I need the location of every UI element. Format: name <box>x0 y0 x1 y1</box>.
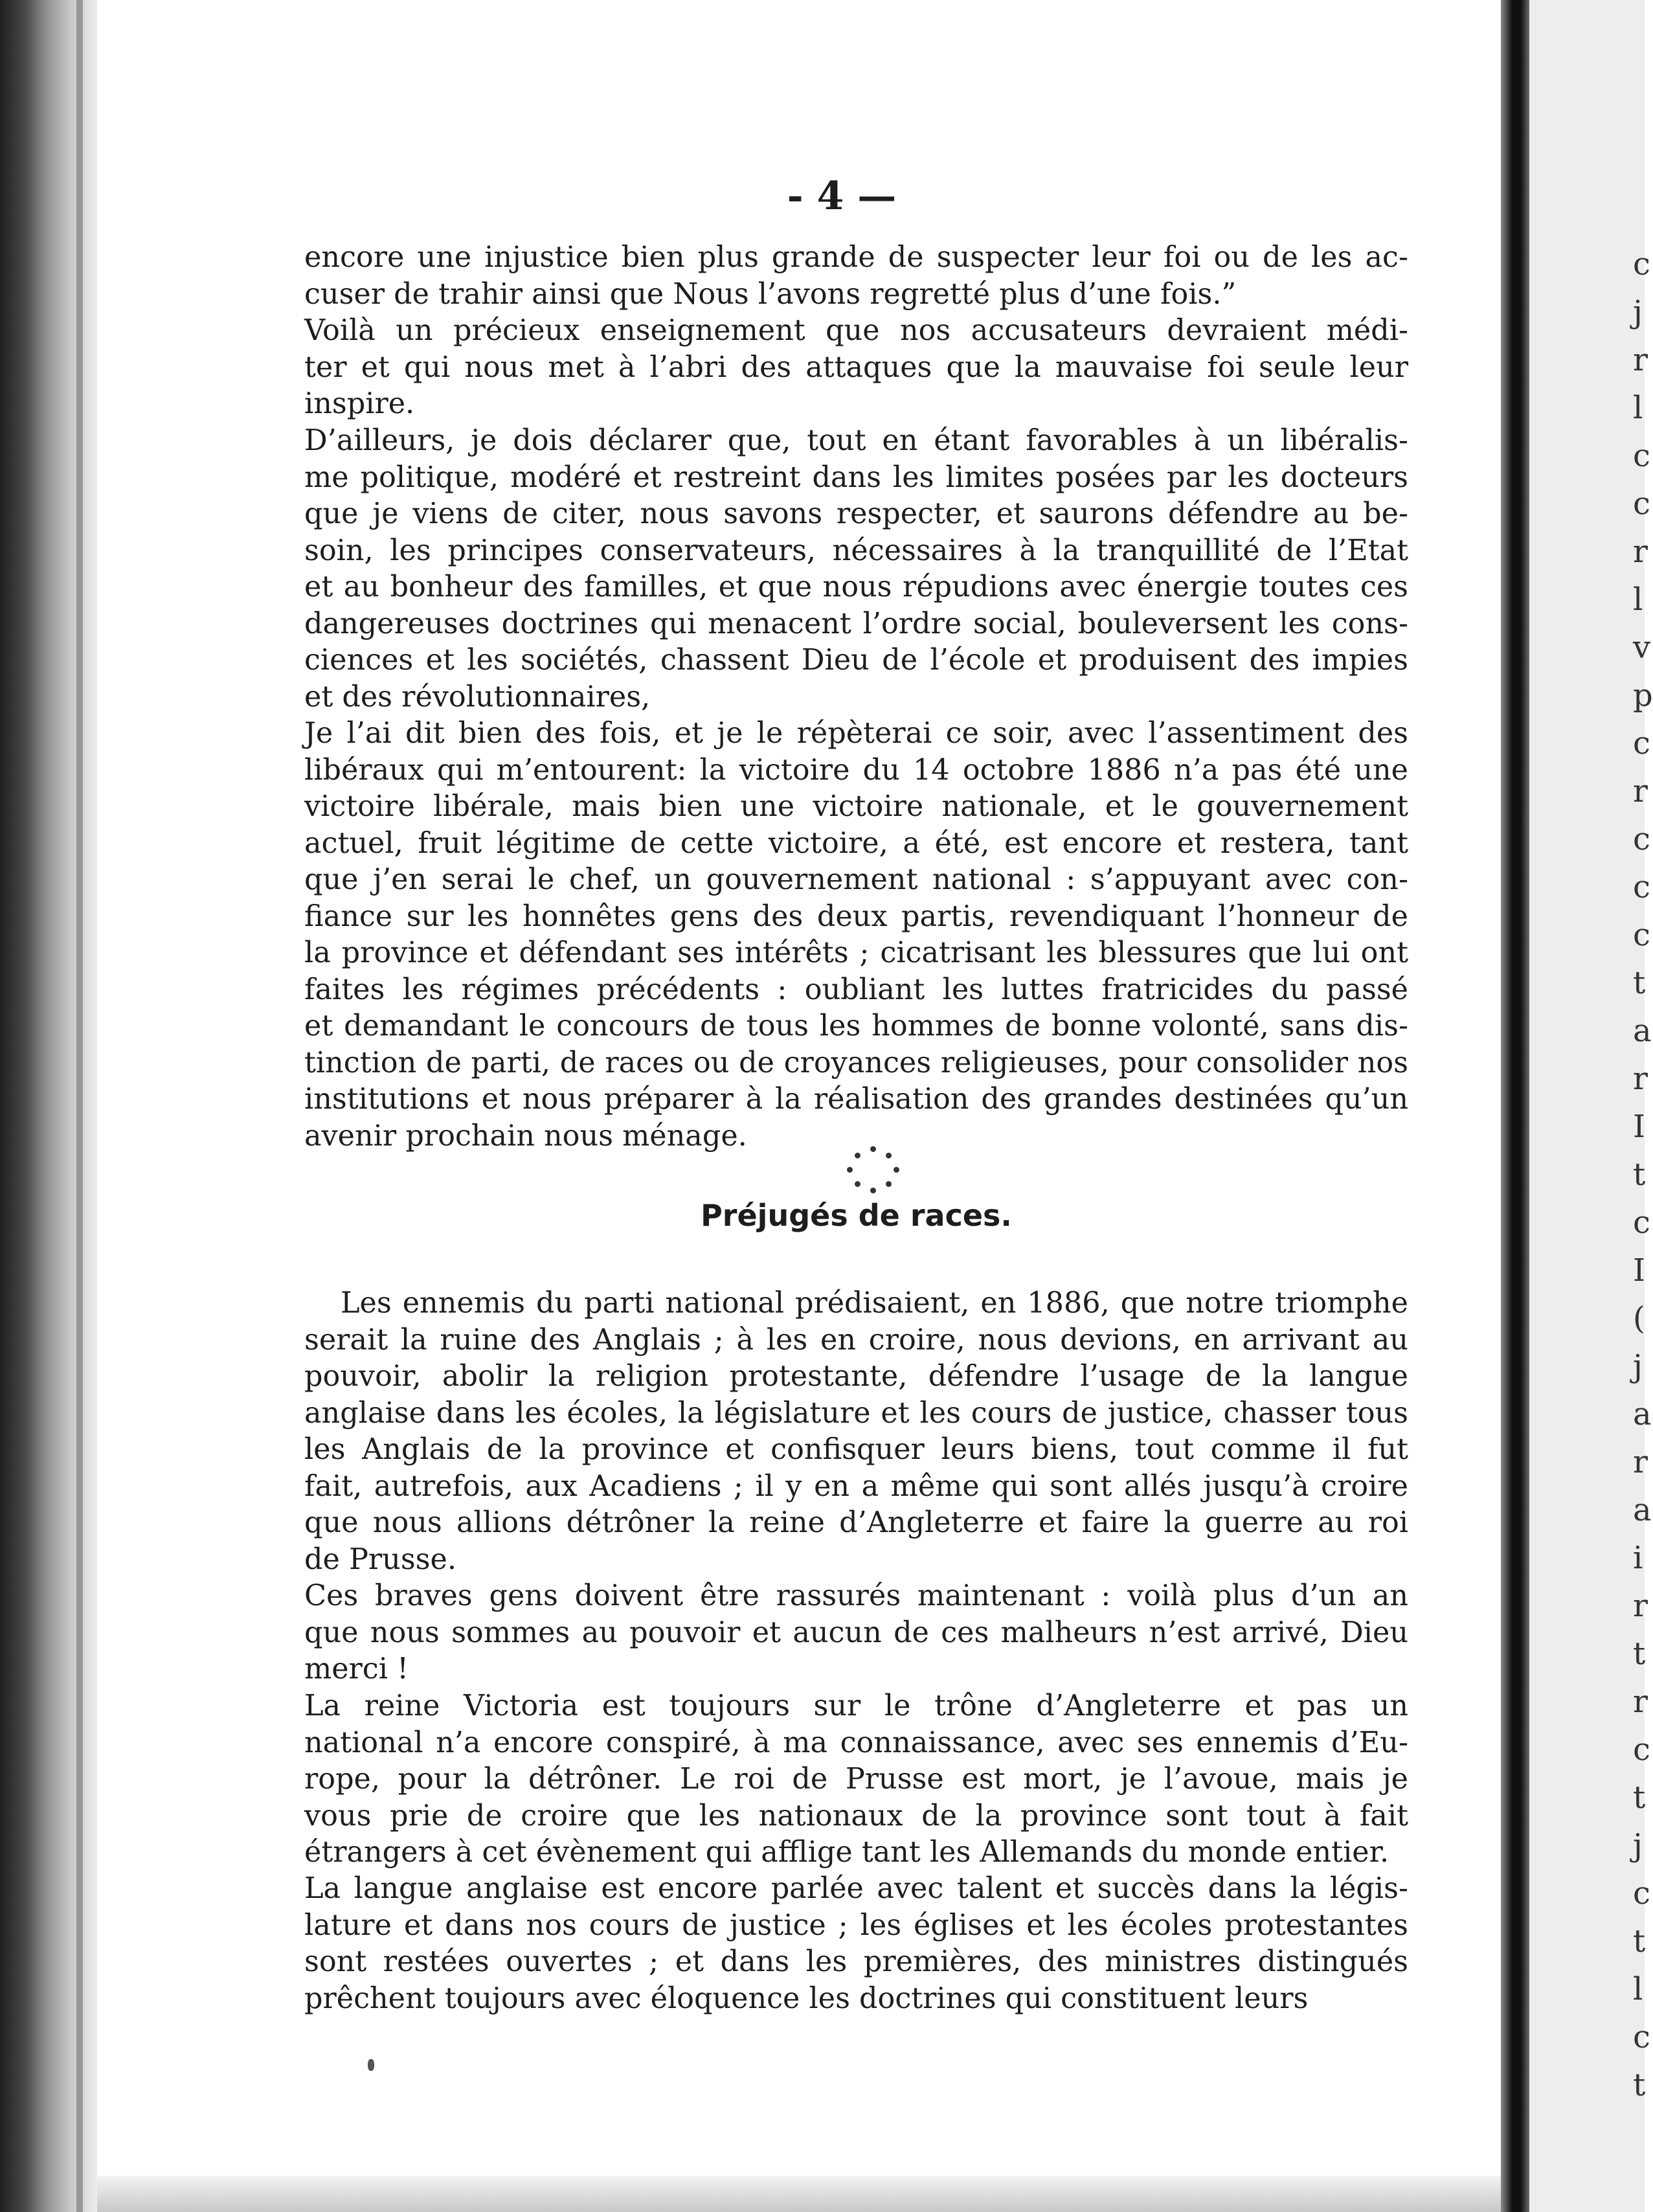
next-page-glyph: j <box>1633 1827 1643 1864</box>
text-line: pouvoir, abolir la religion protestante, défendre l’usage de la langue <box>304 1360 1408 1393</box>
text-line: soin, les principes conservateurs, nécessaires à la tranquillité de l’Etat <box>304 534 1408 567</box>
text-line: faites les régimes précédents : oubliant les luttes fratricides du passé <box>304 973 1408 1006</box>
text-line: de Prusse. <box>304 1542 456 1576</box>
scan-left-line <box>76 0 83 2212</box>
paragraph <box>304 1871 1408 2017</box>
section-heading: Préjugés de races. <box>701 1198 1012 1233</box>
next-page-glyph: t <box>1633 1923 1646 1959</box>
book-gutter <box>1501 0 1529 2212</box>
paragraph <box>304 1578 1408 1688</box>
next-page-glyph: c <box>1633 917 1650 953</box>
text-line: libéraux qui m’entourent: la victoire du 14 octobre 1886 n’a pas été une <box>304 753 1408 787</box>
next-page-glyph: r <box>1633 1444 1648 1480</box>
next-page-glyph: c <box>1633 246 1650 282</box>
text-line: La reine Victoria est toujours sur le trône d’Angleterre et pas un <box>304 1689 1408 1722</box>
text-line: national n’a encore conspiré, à ma connaissance, avec ses ennemis d’Eu- <box>304 1726 1408 1759</box>
next-page-glyph: p <box>1633 677 1653 714</box>
text-line: et demandant le concours de tous les hommes de bonne volonté, sans dis- <box>304 1010 1408 1043</box>
text-line: anglaise dans les écoles, la législature et les cours de justice, chasser tous <box>304 1396 1408 1430</box>
text-line: me politique, modéré et restreint dans les limites posées par les docteurs <box>304 460 1408 494</box>
paragraph <box>304 716 1408 1155</box>
next-page-glyph: t <box>1633 1636 1646 1672</box>
next-page-glyph: c <box>1633 821 1650 857</box>
text-line: étrangers à cet évènement qui afflige tant les Allemands du monde entier. <box>304 1836 1389 1869</box>
next-page-glyph: i <box>1633 1540 1643 1576</box>
text-line: dangereuses doctrines qui menacent l’ordre social, bouleversent les cons- <box>304 607 1408 640</box>
paragraph <box>304 1285 1408 1578</box>
next-page-glyph: l <box>1633 390 1643 426</box>
text-line: avenir prochain nous ménage. <box>304 1119 747 1153</box>
next-page-glyph: r <box>1633 534 1648 570</box>
text-line: encore une injustice bien plus grande de suspecter leur foi ou de les ac- <box>304 241 1408 274</box>
text-line: fait, autrefois, aux Acadiens ; il y en a même qui sont allés jusqu’à croire <box>304 1469 1408 1503</box>
next-page-glyph: t <box>1633 1157 1646 1193</box>
paragraph <box>304 1688 1408 1871</box>
text-line: que nous allions détrôner la reine d’Angleterre et faire la guerre au roi <box>304 1506 1408 1539</box>
text-line: Ces braves gens doivent être rassurés maintenant : voilà plus d’un an <box>304 1579 1408 1612</box>
next-page-glyph: c <box>1633 1204 1650 1241</box>
next-page-glyph: r <box>1633 1061 1648 1097</box>
text-line: Les ennemis du parti national prédisaient, en 1886, que notre triomphe <box>341 1287 1408 1320</box>
text-line: vous prie de croire que les nationaux de la province sont tout à fait <box>304 1799 1408 1833</box>
next-page-glyph: j <box>1633 1348 1643 1384</box>
next-page-glyph: a <box>1633 1396 1652 1432</box>
next-page-glyph: t <box>1633 2067 1646 2103</box>
text-line: actuel, fruit légitime de cette victoire, a été, est encore et restera, tant <box>304 826 1408 860</box>
next-page-glyph: r <box>1633 1588 1648 1624</box>
text-line: D’ailleurs, je dois déclarer que, tout en étant favorables à un libéralis- <box>304 424 1408 457</box>
next-page-glyph: t <box>1633 1779 1646 1816</box>
text-line: rope, pour la détrôner. Le roi de Prusse est mort, je l’avoue, mais je <box>304 1763 1408 1796</box>
next-page-glyph: l <box>1633 1971 1643 2007</box>
text-line: et au bonheur des familles, et que nous répudions avec énergie toutes ces <box>304 570 1408 604</box>
next-page-glyph: ( <box>1633 1300 1645 1337</box>
text-line: Je l’ai dit bien des fois, et je le répèterai ce soir, avec l’assentiment des <box>304 717 1408 750</box>
next-page-glyph: r <box>1633 773 1648 809</box>
text-line: victoire libérale, mais bien une victoire nationale, et le gouvernement <box>304 790 1408 823</box>
next-page-glyph: c <box>1633 2019 1650 2055</box>
text-line: tinction de parti, de races ou de croyances religieuses, pour consolider nos <box>304 1046 1408 1079</box>
text-line: que j’en serai le chef, un gouvernement national : s’appuyant avec con- <box>304 863 1408 896</box>
text-line: sont restées ouvertes ; et dans les premières, des ministres distingués <box>304 1945 1408 1978</box>
page-number: - 4 — <box>787 174 897 219</box>
text-line: et des révolutionnaires, <box>304 680 651 714</box>
text-line: cuser de trahir ainsi que Nous l’avons regretté plus d’une fois.” <box>304 277 1237 311</box>
text-line: inspire. <box>304 387 415 420</box>
text-line: ciences et les sociétés, chassent Dieu de l’école et produisent des impies <box>304 644 1408 677</box>
next-page-glyph: c <box>1633 1732 1650 1768</box>
next-page-glyph: I <box>1633 1109 1645 1145</box>
ink-speck <box>368 2059 374 2071</box>
next-page-glyph: c <box>1633 725 1650 762</box>
next-page-fragment <box>1529 0 1653 2212</box>
next-page-glyph: t <box>1633 965 1646 1001</box>
next-page-glyph: c <box>1633 486 1650 522</box>
next-page-glyph: v <box>1633 629 1651 666</box>
next-page-glyph: c <box>1633 869 1650 905</box>
text-line: serait la ruine des Anglais ; à les en croire, nous devions, en arrivant au <box>304 1323 1408 1357</box>
scan-bottom-edge <box>97 2176 1515 2212</box>
text-line: que nous sommes au pouvoir et aucun de ces malheurs n’est arrivé, Dieu <box>304 1616 1408 1649</box>
next-page-glyph: r <box>1633 342 1648 378</box>
text-line: que je viens de citer, nous savons respecter, et saurons défendre au be- <box>304 497 1408 530</box>
text-line: institutions et nous préparer à la réalisation des grandes destinées qu’un <box>304 1083 1408 1116</box>
text-line: la province et défendant ses intérêts ; cicatrisant les blessures que lui ont <box>304 936 1408 969</box>
text-line: merci ! <box>304 1653 409 1686</box>
section-ornament <box>844 1146 903 1198</box>
next-page-glyph: r <box>1633 1684 1648 1720</box>
next-page-glyph: j <box>1633 294 1643 330</box>
text-line: fiance sur les honnêtes gens des deux partis, revendiquant l’honneur de <box>304 899 1408 933</box>
next-page-glyph: I <box>1633 1252 1645 1289</box>
text-line: La langue anglaise est encore parlée avec talent et succès dans la légis- <box>304 1872 1408 1905</box>
next-page-glyph: l <box>1633 581 1643 618</box>
paragraph <box>304 423 1408 716</box>
text-line: les Anglais de la province et confisquer leurs biens, tout comme il fut <box>304 1433 1408 1466</box>
paragraph <box>304 240 1408 313</box>
text-line: Voilà un précieux enseignement que nos accusateurs devraient médi- <box>304 314 1408 347</box>
paragraph <box>304 313 1408 423</box>
next-page-glyph: c <box>1633 438 1650 474</box>
next-page-glyph: a <box>1633 1492 1652 1528</box>
text-line: prêchent toujours avec éloquence les doctrines qui constituent leurs <box>304 1981 1309 2015</box>
text-line: lature et dans nos cours de justice ; les églises et les écoles protestantes <box>304 1908 1408 1942</box>
next-page-glyph: c <box>1633 1875 1650 1912</box>
text-line: ter et qui nous met à l’abri des attaques que la mauvaise foi seule leur <box>304 350 1408 384</box>
next-page-glyph: a <box>1633 1013 1652 1049</box>
